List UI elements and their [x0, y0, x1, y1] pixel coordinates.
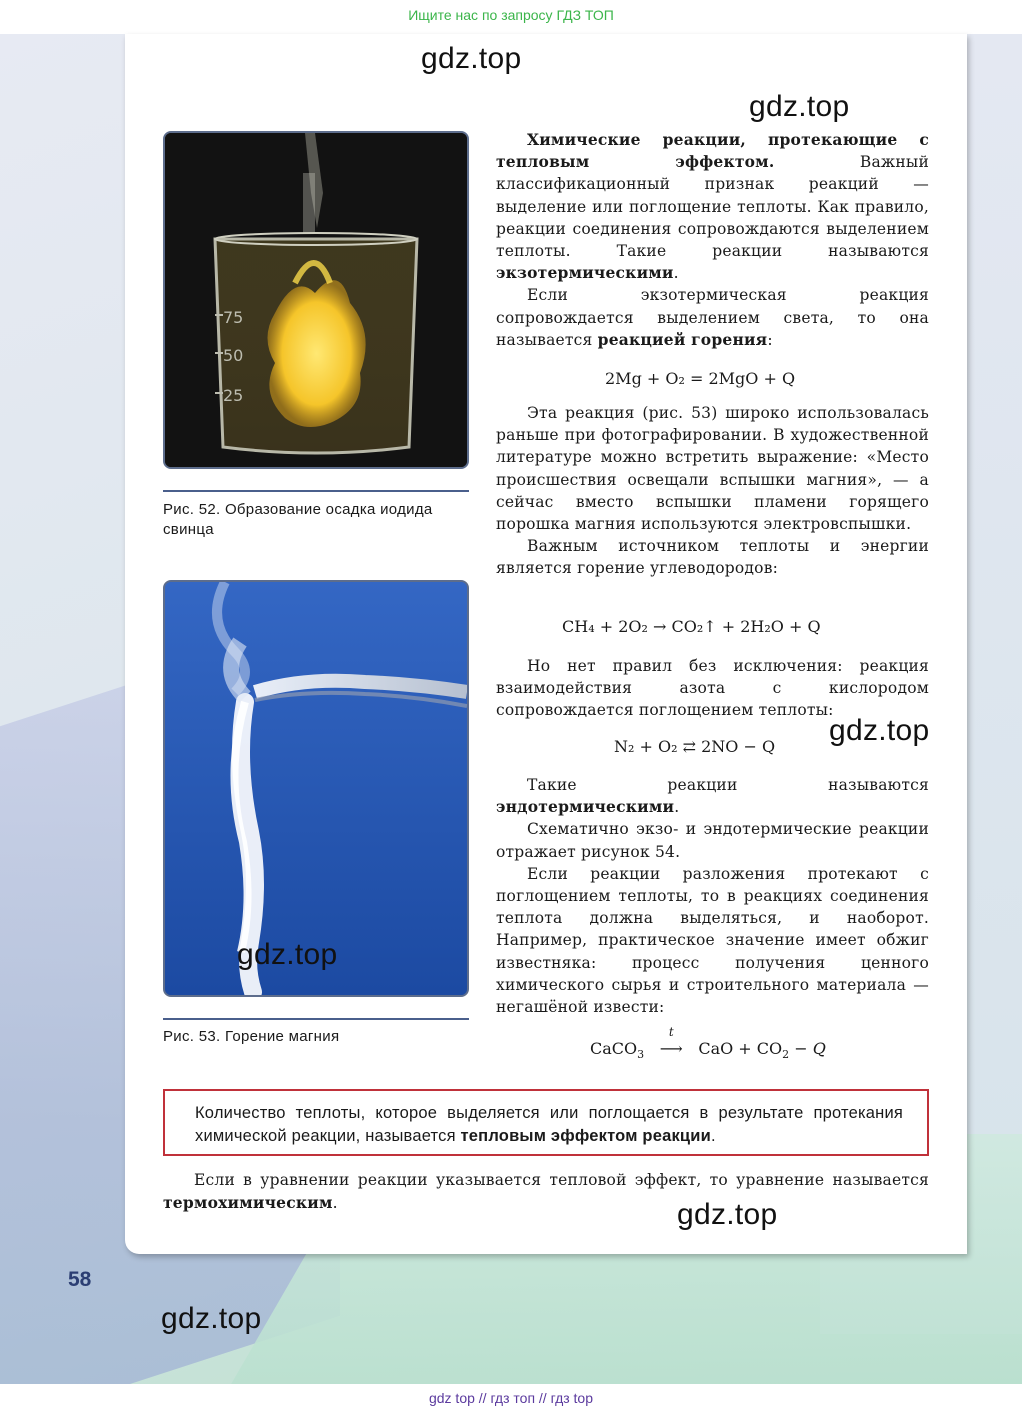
equation-mg: 2Mg + O₂ = 2MgO + Q — [605, 369, 796, 388]
paragraph-text: Но нет правил без исключения: реакция взаимодействия азота с кислородом сопровождается поглощением теплоты: — [496, 657, 929, 720]
paragraph-text: Эта реакция (рис. 53) широко использовалась раньше при фотографировании. В художественной литературе можно встретить выражение: «Место происшествия освещали вспышки магния», — а сейчас вместо вспышки пламени горящего порошка магния используются электровспышки. — [496, 404, 929, 534]
fig52-caption: Рис. 52. Образование осадка иодида свинца — [163, 501, 433, 538]
equation-caco3: CaCO$_3$ t ⟶ CaO + $CO_2 - Q$ — [590, 1025, 826, 1062]
watermark: gdz.top — [237, 938, 338, 971]
paragraph-text: Важным источником теплоты и энергии является горение углеводородов: — [496, 537, 929, 578]
caption-rule — [163, 490, 469, 492]
definition-box: Количество теплоты, которое выделяется или поглощается в результате протекания химической реакции, называется тепловым эффектом реакции. — [163, 1089, 929, 1156]
text-block-2 — [496, 402, 929, 580]
definition-text: Количество теплоты, которое выделяется или поглощается в результате протекания химической реакции, называется — [195, 1104, 903, 1145]
magnesium-photo — [163, 580, 469, 997]
term-exothermic: экзотермическими — [496, 263, 674, 283]
watermark: gdz.top — [749, 90, 850, 123]
text-block-1: Химические реакции, протекающие с тепловым эффектом. Важный классификационный признак реакций — выделение или поглощение теплоты. Как правило, реакции соединения сопровождаются выделением теплоты. Такие реакции называются экзотермическими. Если экзотермическая реакция сопровождается выделением света, то она называется реакцией горения: — [496, 130, 929, 349]
paragraph-text: Важный классификационный признак реакций — выделение или поглощение теплоты. Как правило, реакции соединения сопровождаются выделением теплоты. Такие реакции называются — [496, 153, 929, 261]
paragraph-text: Если экзотермическая реакция сопровождается выделением света, то она называется — [496, 286, 929, 349]
text-block-4: Такие реакции называются эндотермическими. Схематично экзо- и эндотермические реакции отражает рисунок 54. Если реакции разложения протекают с поглощением теплоты, то в реакциях соединения теплота должна выделяться, и наоборот. Например, практическое значение имеет обжиг известняка: процесс получения ценного химического сырья и строительного материала — негашёной извести: — [496, 774, 929, 1018]
top-banner[interactable]: Ищите нас по запросу ГДЗ ТОП — [408, 7, 614, 23]
section-heading: Химические реакции, протекающие с тепловым эффектом. — [496, 130, 929, 172]
caption-rule — [163, 1018, 469, 1020]
arrow-label: t — [668, 1025, 674, 1039]
beaker-mark-25: 25 — [223, 386, 244, 405]
watermark: gdz.top — [677, 1198, 778, 1231]
equation-n2: N₂ + O₂ ⇄ 2NO − Q — [614, 737, 776, 756]
fig53-caption: Рис. 53. Горение магния — [163, 1028, 340, 1045]
term-combustion: реакцией горения — [597, 329, 768, 349]
text-block-3 — [496, 655, 929, 722]
final-paragraph: Если в уравнении реакции указывается тепловой эффект, то уравнение называется термохимическим. — [163, 1171, 929, 1212]
term-endothermic: эндотермическими — [496, 797, 675, 817]
watermark: gdz.top — [421, 42, 522, 75]
beaker-illustration — [165, 133, 467, 467]
beaker-mark-75: 75 — [223, 308, 244, 327]
magnesium-illustration — [165, 582, 467, 995]
paragraph-text: Если реакции разложения протекают с поглощением теплоты, то в реакциях соединения теплота должна выделяться, и наоборот. Например, практическое значение имеет обжиг известняка: процесс получения ценного химического сырья и строительного материала — негашёной извести: — [496, 864, 929, 1017]
watermark: gdz.top — [161, 1302, 262, 1335]
footer-links[interactable]: gdz top // гдз топ // гдз top — [0, 1384, 1022, 1416]
equation-ch4: CH₄ + 2O₂ → CO₂↑ + 2H₂O + Q — [562, 617, 821, 636]
beaker-mark-50: 50 — [223, 346, 244, 365]
beaker-photo — [163, 131, 469, 469]
watermark: gdz.top — [829, 714, 930, 747]
term-thermochemical: термохимическим — [163, 1192, 333, 1212]
term-thermal-effect: тепловым эффектом реакции — [460, 1127, 711, 1145]
paragraph-text: Такие реакции называются — [527, 776, 929, 794]
page-number: 58 — [68, 1268, 92, 1291]
paragraph-text: Схематично экзо- и эндотермические реакции отражает рисунок 54. — [496, 820, 929, 861]
